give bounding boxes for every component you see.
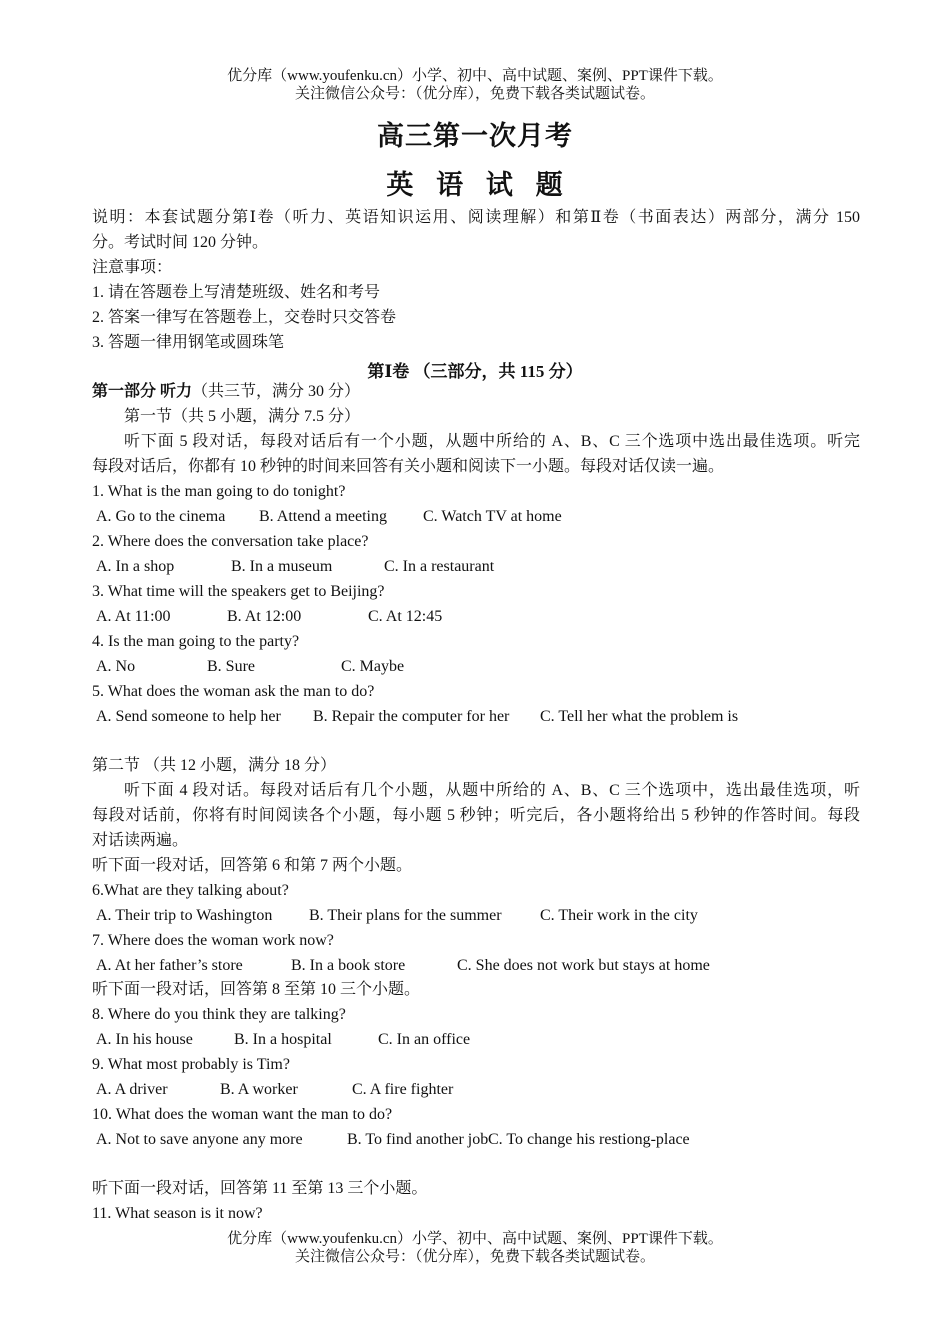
dialog-note: 听下面一段对话，回答第 6 和第 7 两个小题。 — [92, 857, 413, 874]
section-1-intro-line-2: 每段对话后，你都有 10 秒钟的时间来回答有关小题和阅读下一小题。每段对话仅读一遍。 — [92, 458, 725, 475]
option-c: C. A fire fighter — [352, 1081, 454, 1098]
option-c: C. Maybe — [341, 658, 405, 675]
option-c: C. To change his restiong-place — [488, 1131, 690, 1148]
header-line-2: 关注微信公众号：（优分库），免费下载各类试题试卷。 — [294, 86, 655, 102]
option-a: A. A driver — [96, 1081, 168, 1098]
question-2: 2. Where does the conversation take place? — [92, 533, 369, 550]
option-b: B. Repair the computer for her — [313, 708, 510, 725]
note-item: 3. 答题一律用钢笔或圆珠笔 — [92, 334, 285, 351]
option-c: C. At 12:45 — [368, 608, 443, 625]
option-a: A. Send someone to help her — [96, 708, 281, 725]
footer-line-2: 关注微信公众号：（优分库），免费下载各类试题试卷。 — [294, 1249, 655, 1265]
question-11: 11. What season is it now? — [92, 1205, 263, 1222]
note-item: 1. 请在答题卷上写清楚班级、姓名和考号 — [92, 284, 381, 301]
option-a: A. Not to save anyone any more — [96, 1131, 303, 1148]
dialog-note: 听下面一段对话，回答第 11 至第 13 三个小题。 — [92, 1180, 428, 1197]
option-a: A. No — [96, 658, 136, 675]
section-2-heading: 第二节 （共 12 小题，满分 18 分） — [92, 757, 337, 774]
section-2-intro-line-2: 每段对话前，你将有时间阅读各个小题，每小题 5 秒钟；听完后，各小题将给出 5 秒钟的作答时间。每段 — [92, 807, 860, 824]
exam-subtitle: 英 语 试 题 — [386, 170, 564, 200]
dialog-note: 听下面一段对话，回答第 8 至第 10 三个小题。 — [92, 981, 421, 998]
option-c: C. Their work in the city — [540, 907, 698, 924]
option-a: A. At her father’s store — [96, 957, 243, 974]
option-b: B. In a hospital — [234, 1031, 332, 1048]
option-a: A. Their trip to Washington — [96, 907, 273, 924]
question-3: 3. What time will the speakers get to Beijing? — [92, 583, 385, 600]
note-item: 2. 答案一律写在答题卷上，交卷时只交答卷 — [92, 309, 397, 326]
question-4: 4. Is the man going to the party? — [92, 633, 300, 650]
option-b: B. A worker — [220, 1081, 298, 1098]
part-1-heading — [92, 382, 360, 402]
option-b: B. In a book store — [291, 957, 406, 974]
header-line-1: 优分库（www.youfenku.cn）小学、初中、高中试题、案例、PPT课件下载。 — [227, 68, 723, 84]
question-1: 1. What is the man going to do tonight? — [92, 483, 346, 500]
section-1-intro-line-1: 听下面 5 段对话，每段对话后有一个小题，从题中所给的 A、B、C 三个选项中选出最佳选项。听完 — [124, 433, 860, 450]
option-c: C. Tell her what the problem is — [540, 708, 739, 725]
question-6: 6.What are they talking about? — [92, 882, 289, 899]
option-a: A. At 11:00 — [96, 608, 171, 625]
option-c: C. In an office — [378, 1031, 471, 1048]
option-c: C. Watch TV at home — [423, 508, 562, 525]
section-2-intro-line-3: 对话读两遍。 — [92, 832, 189, 849]
option-b: B. Their plans for the summer — [309, 907, 502, 924]
question-9: 9. What most probably is Tim? — [92, 1056, 290, 1073]
question-10: 10. What does the woman want the man to do? — [92, 1106, 393, 1123]
instructions-line-1: 说明：本套试题分第Ⅰ卷（听力、英语知识运用、阅读理解）和第Ⅱ卷（书面表达）两部分，满分 150 — [92, 209, 860, 226]
option-a: A. Go to the cinema — [96, 508, 226, 525]
question-7: 7. Where does the woman work now? — [92, 932, 334, 949]
notes-heading: 注意事项： — [92, 259, 173, 276]
option-c: C. She does not work but stays at home — [457, 957, 710, 974]
option-b: B. Attend a meeting — [259, 508, 387, 525]
option-b: B. To find another job — [347, 1131, 489, 1148]
part-1-heading-rest: （共三节，满分 30 分） — [192, 383, 361, 400]
volume-1-title: 第Ⅰ卷 （三部分，共 115 分） — [367, 362, 583, 381]
option-b: B. At 12:00 — [227, 608, 302, 625]
instructions-line-2: 分。考试时间 120 分钟。 — [92, 234, 269, 251]
part-1-heading-bold: 第一部分 听力 — [92, 383, 193, 400]
question-5: 5. What does the woman ask the man to do? — [92, 683, 375, 700]
option-a: A. In a shop — [96, 558, 175, 575]
footer-line-1: 优分库（www.youfenku.cn）小学、初中、高中试题、案例、PPT课件下载。 — [227, 1231, 723, 1247]
option-c: C. In a restaurant — [384, 558, 495, 575]
option-b: B. Sure — [207, 658, 255, 675]
section-2-intro-line-1: 听下面 4 段对话。每段对话后有几个小题，从题中所给的 A、B、C 三个选项中，选出最佳选项，听 — [124, 782, 860, 799]
section-1-heading: 第一节（共 5 小题，满分 7.5 分） — [124, 408, 361, 425]
option-b: B. In a museum — [231, 558, 333, 575]
question-8: 8. Where do you think they are talking? — [92, 1006, 346, 1023]
exam-title: 高三第一次月考 — [377, 121, 573, 151]
option-a: A. In his house — [96, 1031, 193, 1048]
